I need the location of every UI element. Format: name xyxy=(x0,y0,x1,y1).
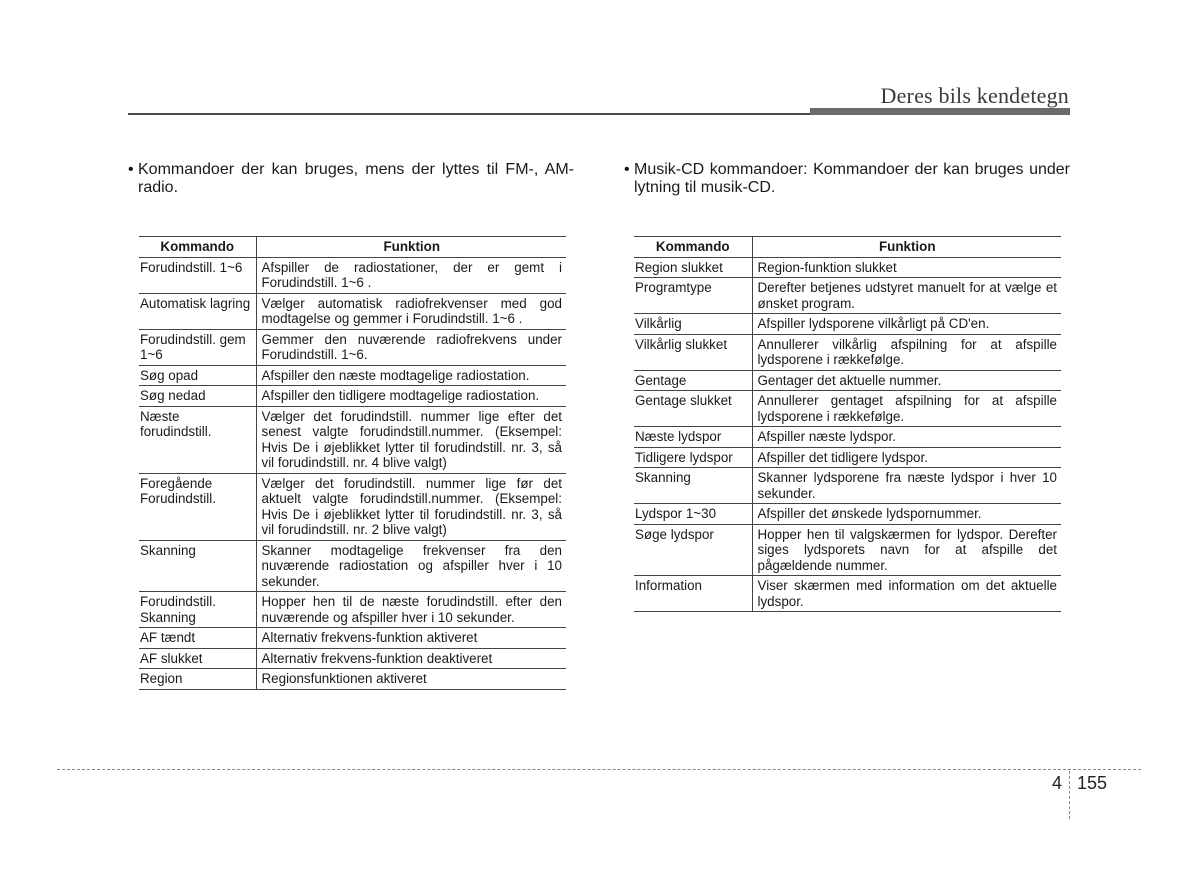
function-cell: Alternativ frekvens-funktion deaktiveret xyxy=(256,648,566,669)
function-cell: Afspiller de radiostationer, der er gemt i Forudindstill. 1~6 . xyxy=(256,257,566,293)
header-rule xyxy=(128,113,810,115)
command-cell: Skanning xyxy=(634,468,752,504)
footer-dashed-divider xyxy=(1069,771,1070,819)
function-cell: Vælger det forudindstill. nummer lige efter det senest valgte forudindstill.nummer. (Eksempel: Hvis De i øjeblikket lytter til forudindstill. nr. 3, så vil forudindstill. nr. 4 blive valgt) xyxy=(256,406,566,473)
command-cell: AF tændt xyxy=(139,628,256,649)
function-cell: Vælger det forudindstill. nummer lige før det aktuelt valgte forudindstill.nummer. (Eksempel: Hvis De i øjeblikket lytter til forudindstill. nr. 3, så vil forudindstill. nr. 2 blive valgt) xyxy=(256,473,566,540)
table-row xyxy=(634,576,1061,612)
table-row xyxy=(634,427,1061,448)
command-cell: Gentage slukket xyxy=(634,391,752,427)
function-cell: Derefter betjenes udstyret manuelt for at vælge et ønsket program. xyxy=(752,278,1061,314)
function-cell: Annullerer vilkårlig afspilning for at afspille lydsporene i rækkefølge. xyxy=(752,334,1061,370)
column-header-function: Funktion xyxy=(256,237,566,258)
table-row xyxy=(139,365,566,386)
table-row xyxy=(139,473,566,540)
table-row xyxy=(634,468,1061,504)
command-cell: Forudindstill. 1~6 xyxy=(139,257,256,293)
chapter-number: 4 xyxy=(1052,773,1063,793)
command-cell: Søg opad xyxy=(139,365,256,386)
function-cell: Hopper hen til valgskærmen for lydspor. Derefter siges lydsporets navn for at afspille det pågældende nummer. xyxy=(752,524,1061,576)
command-cell: Søg nedad xyxy=(139,386,256,407)
command-cell: Region xyxy=(139,669,256,690)
command-cell: Foregående Forudindstill. xyxy=(139,473,256,540)
command-cell: Programtype xyxy=(634,278,752,314)
function-cell: Regionsfunktionen aktiveret xyxy=(256,669,566,690)
function-cell: Skanner lydsporene fra næste lydspor i hver 10 sekunder. xyxy=(752,468,1061,504)
cd-commands-table xyxy=(634,236,1061,612)
function-cell: Viser skærmen med information om det aktuelle lydspor. xyxy=(752,576,1061,612)
function-cell: Afspiller næste lydspor. xyxy=(752,427,1061,448)
table-row xyxy=(139,648,566,669)
function-cell: Annullerer gentaget afspilning for at afspille lydsporene i rækkefølge. xyxy=(752,391,1061,427)
table-row xyxy=(139,257,566,293)
table-row xyxy=(634,447,1061,468)
table-row xyxy=(139,329,566,365)
table-row xyxy=(139,628,566,649)
command-cell: AF slukket xyxy=(139,648,256,669)
function-cell: Vælger automatisk radiofrekvenser med god modtagelse og gemmer i Forudindstill. 1~6 . xyxy=(256,293,566,329)
column-header-command: Kommando xyxy=(139,237,256,258)
table-header-row xyxy=(139,237,566,258)
function-cell: Afspiller lydsporene vilkårligt på CD'en. xyxy=(752,314,1061,335)
page-number: 155 xyxy=(1077,773,1108,793)
command-cell: Region slukket xyxy=(634,257,752,278)
table-row xyxy=(634,334,1061,370)
command-cell: Næste lydspor xyxy=(634,427,752,448)
command-cell: Forudindstill. Skanning xyxy=(139,592,256,628)
left-intro-text: Kommandoer der kan bruges, mens der lyttes til FM-, AM-radio. xyxy=(138,161,574,196)
command-cell: Skanning xyxy=(139,540,256,592)
bullet-icon: • xyxy=(624,161,630,178)
function-cell: Region-funktion slukket xyxy=(752,257,1061,278)
function-cell: Afspiller den næste modtagelige radiostation. xyxy=(256,365,566,386)
function-cell: Alternativ frekvens-funktion aktiveret xyxy=(256,628,566,649)
column-header-function: Funktion xyxy=(752,237,1061,258)
table-row xyxy=(139,406,566,473)
function-cell: Gentager det aktuelle nummer. xyxy=(752,370,1061,391)
command-cell: Tidligere lydspor xyxy=(634,447,752,468)
table-row xyxy=(139,386,566,407)
table-row xyxy=(634,314,1061,335)
function-cell: Afspiller det ønskede lydspornummer. xyxy=(752,504,1061,525)
bullet-icon: • xyxy=(128,161,134,178)
radio-commands-table xyxy=(139,236,566,690)
right-intro-text: Musik-CD kommandoer: Kommandoer der kan bruges under lytning til musik-CD. xyxy=(634,161,1070,196)
table-row xyxy=(139,540,566,592)
function-cell: Afspiller det tidligere lydspor. xyxy=(752,447,1061,468)
table-row xyxy=(139,592,566,628)
footer-dashed-rule xyxy=(57,769,1141,770)
command-cell: Information xyxy=(634,576,752,612)
command-cell: Vilkårlig xyxy=(634,314,752,335)
table-header-row xyxy=(634,237,1061,258)
table-row xyxy=(634,391,1061,427)
table-row xyxy=(634,524,1061,576)
command-cell: Forudindstill. gem 1~6 xyxy=(139,329,256,365)
function-cell: Hopper hen til de næste forudindstill. efter den nuværende og afspiller hver i 10 sekunder. xyxy=(256,592,566,628)
command-cell: Vilkårlig slukket xyxy=(634,334,752,370)
left-intro xyxy=(128,161,574,197)
right-intro xyxy=(624,161,1070,197)
table-row xyxy=(634,370,1061,391)
command-cell: Næste forudindstill. xyxy=(139,406,256,473)
command-cell: Automatisk lagring xyxy=(139,293,256,329)
table-row xyxy=(634,278,1061,314)
function-cell: Gemmer den nuværende radiofrekvens under Forudindstill. 1~6. xyxy=(256,329,566,365)
header-rule-bar xyxy=(810,108,1070,115)
table-row xyxy=(634,504,1061,525)
command-cell: Lydspor 1~30 xyxy=(634,504,752,525)
function-cell: Afspiller den tidligere modtagelige radiostation. xyxy=(256,386,566,407)
column-header-command: Kommando xyxy=(634,237,752,258)
command-cell: Søge lydspor xyxy=(634,524,752,576)
function-cell: Skanner modtagelige frekvenser fra den nuværende radiostation og afspiller hver i 10 sekunder. xyxy=(256,540,566,592)
table-row xyxy=(634,257,1061,278)
table-row xyxy=(139,669,566,690)
table-row xyxy=(139,293,566,329)
command-cell: Gentage xyxy=(634,370,752,391)
page-header-title: Deres bils kendetegn xyxy=(880,83,1069,108)
